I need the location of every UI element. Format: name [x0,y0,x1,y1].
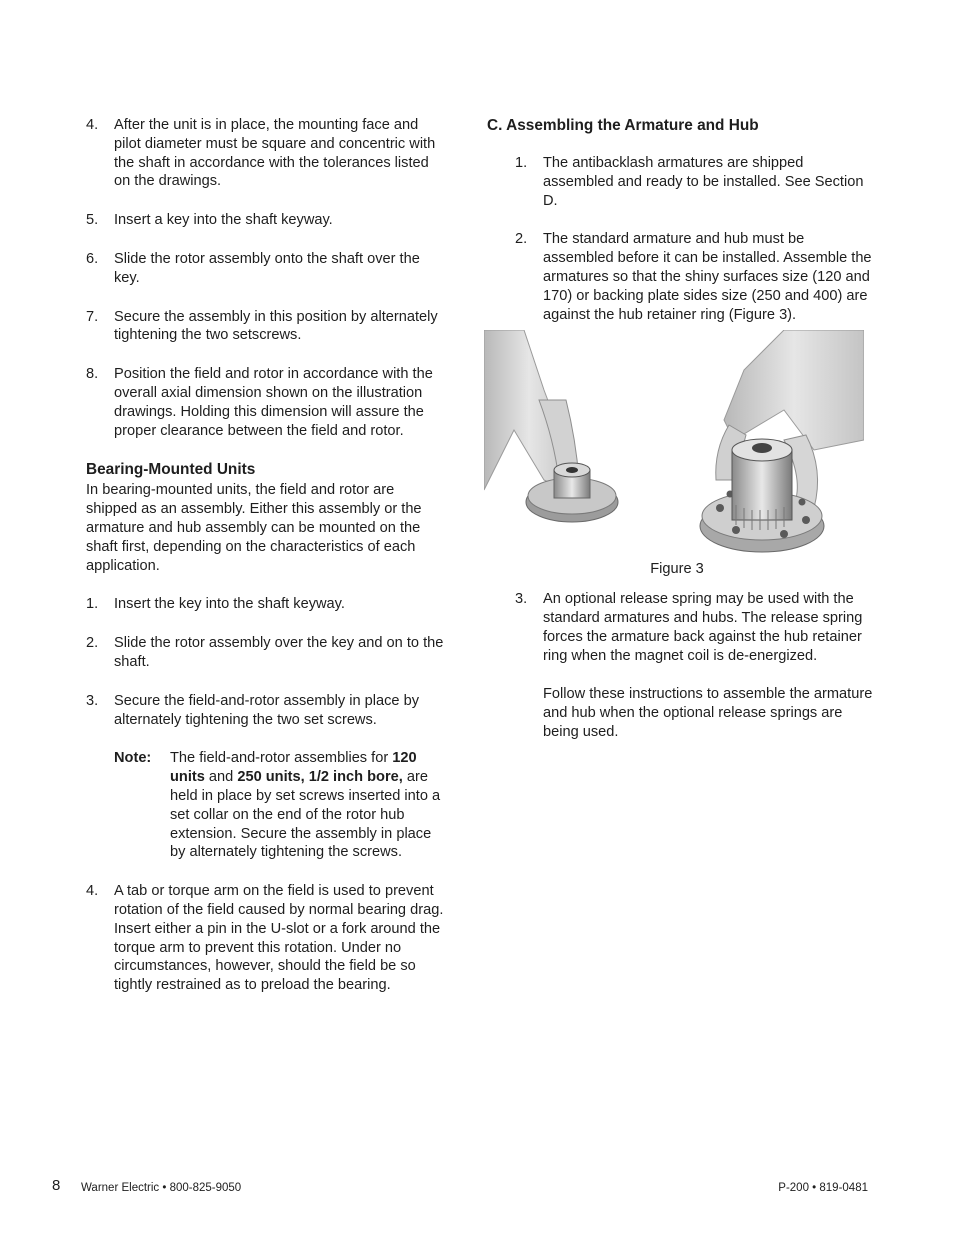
armature-hub-photo [484,330,864,554]
list-item: 4. After the unit is in place, the mounting face and pilot diameter must be square and concentric with the shaft in accordance with the tolerances listed on the drawings. [86,117,436,190]
list-item: 8. Position the field and rotor in accordance with the overall axial dimension shown on the illustration drawings. Holding this dimension will assure the proper clearance between the field and rotor. [86,366,433,439]
note-block [114,749,446,862]
document-number: P-200 • 819-0481 [778,1182,868,1194]
list-item: 1. The antibacklash armatures are shipped assembled and ready to be installed. See Section D. [515,155,864,209]
section-heading-bearing-mounted: Bearing-Mounted Units [86,461,256,479]
note-label: Note: [114,750,152,767]
left-column [86,116,446,1015]
list-item: 7. Secure the assembly in this position by alternately tightening the two setscrews. [86,308,438,344]
list-item: 2. The standard armature and hub must be assembled before it can be installed. Assemble the armatures so that the shiny surfaces size (120 and 170) or backing plate sides size (250 and 400) are against the hub retainer ring (Figure 3). [515,231,872,323]
release-spring-paragraph: Follow these instructions to assemble the armature and hub when the optional release springs are being used. [543,686,873,740]
page-number: 8 [52,1177,61,1194]
bearing-intro-paragraph: In bearing-mounted units, the field and rotor are shipped as an assembly. Either this assembly or the armature and hub assembly can be mounted on the shaft first, depending on the characteristics of each application. [86,482,422,574]
list-item: 4. A tab or torque arm on the field is used to prevent rotation of the field caused by normal bearing drag. Insert either a pin in the U-slot or a fork around the torque arm to prevent this rotation. Under no circumstances, however, should the field be so tightly restrained as to preload the bearing. [86,883,444,994]
list-item: 3. Secure the field-and-rotor assembly in place by alternately tightening the two set screws. [86,692,420,728]
list-item: 5. Insert a key into the shaft keyway. [86,212,333,229]
list-item: 2. Slide the rotor assembly over the key and on to the shaft. [86,635,444,670]
publisher-info: Warner Electric • 800-825-9050 [81,1182,242,1194]
list-item: 3. An optional release spring may be used with the standard armatures and hubs. The release spring forces the armature back against the hub retainer ring when the magnet coil is de-energized. [515,591,863,664]
section-heading-armature-hub: C. Assembling the Armature and Hub [487,117,759,134]
figure-3-photo [484,330,864,554]
figure-caption: Figure 3 [650,561,704,578]
note-text: The field-and-rotor assemblies for 120 units and 250 units, 1/2 inch bore, are held in place by set screws inserted into a set collar on the end of the rotor hub extension. Secure the assembly in place by alternately tightening the screws. [170,750,441,861]
list-item: 1. Insert the key into the shaft keyway. [86,596,345,613]
right-column [487,116,877,762]
list-item: 6. Slide the rotor assembly onto the shaft over the key. [86,250,420,286]
